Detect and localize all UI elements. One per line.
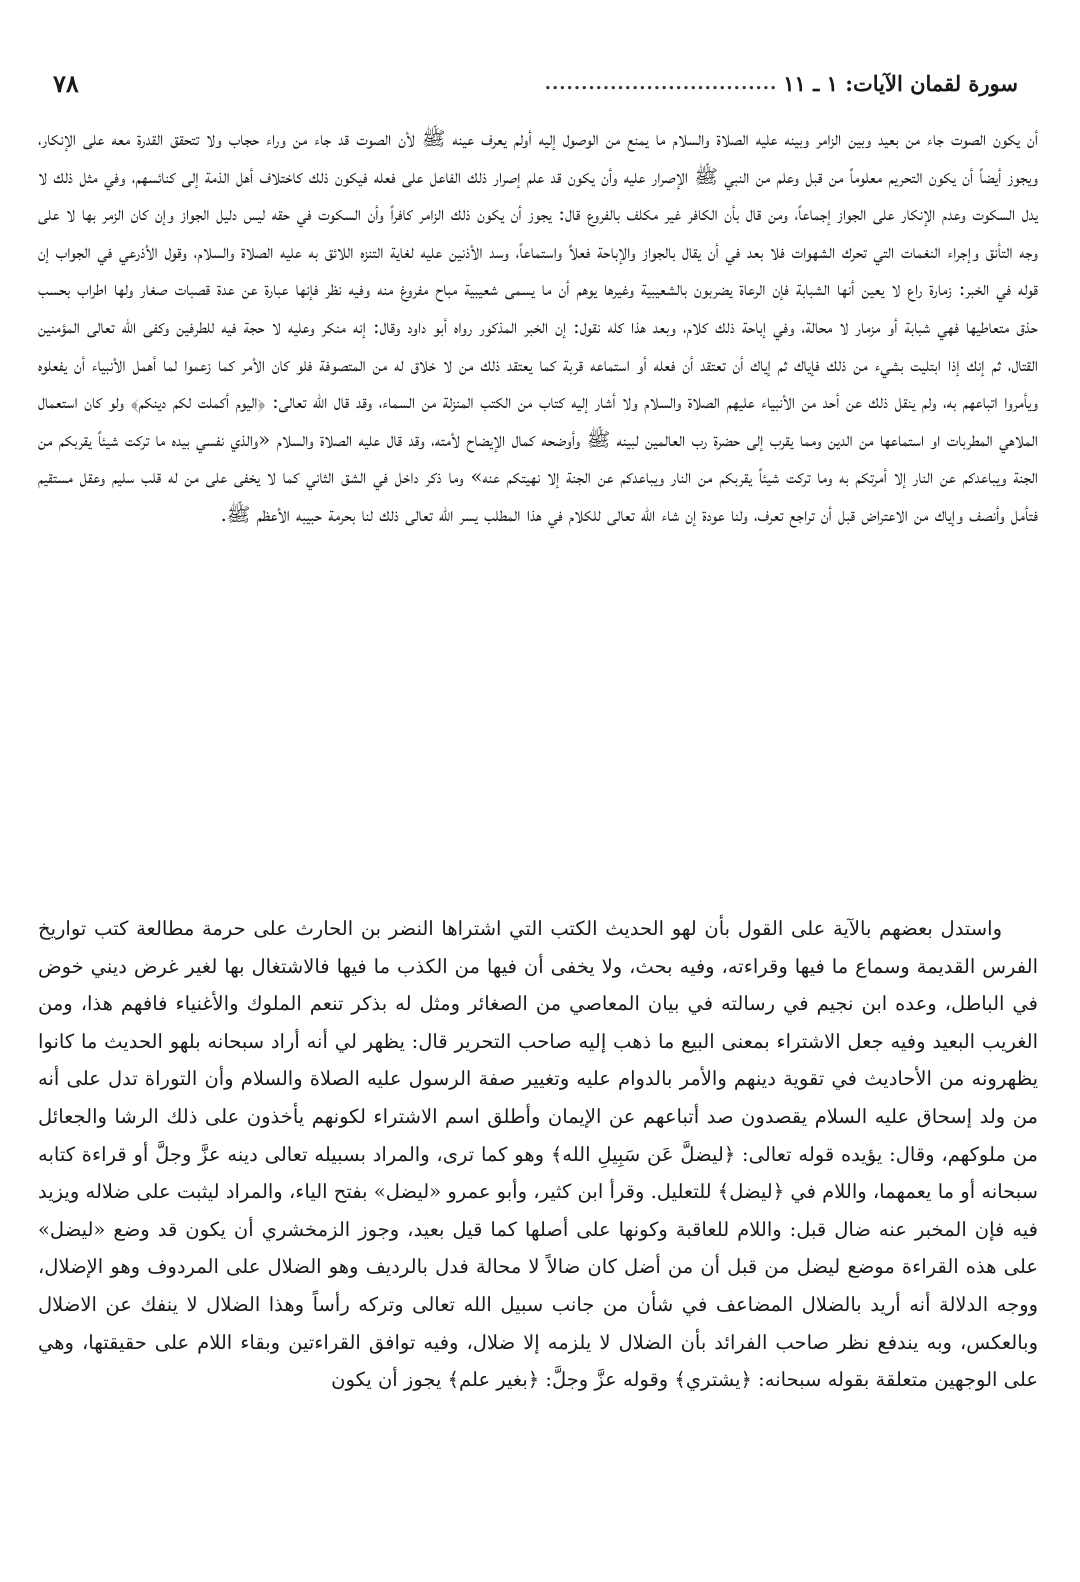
page-number: ٧٨	[53, 68, 79, 98]
running-title	[545, 71, 1018, 96]
paragraph-text: أن يكون الصوت جاء من بعيد وبين الزامر وبينه عليه الصلاة والسلام ما يمنع من الوصول إليه أولم يعرف عينه ﷺ لأن الصوت قد جاء من وراء حجاب ولا تتحقق القدرة معه على الإنكار، ويجوز أيضاً أن يكون التحريم معلوماً من قبل وعلم من النبي ﷺ الإصرار عليه وأن يكون قد علم إصرار ذلك الفاعل على فعله فيكون ذلك كاختلاف أهل الذمة إلى كنائسهم، وفي مثل ذلك لا يدل السكوت وعدم الإنكار على الجواز إجماعاً، ومن قال بأن الكافر غير مكلف بالفروع قال: يجوز أن يكون ذلك الزامر كافراً وأن السكوت في حقه ليس دليل الجواز وإن كان الزمر بها لا على وجه التأنق وإجراء النغمات التي تحرك الشهوات فلا بعد في أن يقال بالجواز والإباحة فعلاً واستماعاً، وسد الأذنين عليه لغاية التنزه اللائق به عليه الصلاة والسلام، وقول الأذرعي في الجواب إن قوله في الخبر: زمارة راع لا يعين أنها الشبابة فإن الرعاة يضربون بالشعيبية وغيرها يوهم أن ما يسمى شعيبية مباح مفروغ منه وفيه نظر فإنها عبارة عن عدة قصبات صغار ولها اطراب بحسب حذق متعاطيها فهي شبابة أو مزمار لا محالة، وفي إباحة ذلك كلام، وبعد هذا كله نقول: إن الخبر المذكور رواه أبو داود وقال: إنه منكر وعليه لا حجة فيه للطرفين وكفى الله تعالى المؤمنين القتال، ثم إنك إذا ابتليت بشيء من ذلك فإياك ثم إياك أن تعتقد أن فعله أو استماعه قربة كما يعتقد ذلك من لا خلاق له من المتصوفة فلو كان الأمر كما زعموا لما أهمل الأنبياء أن يفعلوه ويأمروا اتباعهم به، ولم ينقل ذلك عن أحد من الأنبياء عليهم الصلاة والسلام ولا أشار إليه كتاب من الكتب المنزلة من السماء، وقد قال الله تعالى: ﴿اليوم أكملت لكم دينكم﴾ ولو كان استعمال الملاهي المطربات او استماعها من الدين ومما يقرب إلى حضرة رب العالمين لبينه ﷺ وأوضحه كمال الإيضاح لأمته، وقد قال عليه الصلاة والسلام «والذي نفسي بيده ما تركت شيئاً يقربكم من الجنة ويباعدكم عن النار إلا أمرتكم به وما تركت شيئاً يقربكم من النار ويباعدكم عن الجنة إلا نهيتكم عنه» وما ذكر داخل في الشق الثاني كما لا يخفى على من له قلب سليم وعقل مستقيم فتأمل وأنصف وإياك من الاعتراض قبل أن تراجع تعرف، ولنا عودة إن شاء الله تعالى للكلام في هذا المطلب يسر الله تعالى ذلك لنا بحرمة حبيبه الأعظم ﷺ.	[38, 127, 1038, 526]
surah-title: سورة لقمان الآيات: ١ ـ ١١	[783, 70, 1018, 96]
page-header	[53, 62, 1018, 104]
paragraph-commentary-2	[38, 910, 1038, 1399]
paragraph-commentary-1	[38, 120, 1038, 534]
leader-dots: ................................	[544, 72, 778, 94]
paragraph-text: واستدل بعضهم بالآية على القول بأن لهو الحديث الكتب التي اشتراها النضر بن الحارث على حرمة مطالعة كتب تواريخ الفرس القديمة وسماع ما فيها وقراءته، وفيه بحث، ولا يخفى أن فيها من الكذب ما فيها فالاشتغال بها لغير غرض ديني خوض في الباطل، وعده ابن نجيم في رسالته في بيان المعاصي من الصغائر ومثل له بذكر تنعم الملوك والأغنياء فافهم هذا، ومن الغريب البعيد وفيه جعل الاشتراء بمعنى البيع ما ذهب إليه صاحب التحرير قال: يظهر لي أنه أراد سبحانه بلهو الحديث ما كانوا يظهرونه من الأحاديث في تقوية دينهم والأمر بالدوام عليه وتغيير صفة الرسول عليه الصلاة والسلام وأن التوراة تدل على أنه من ولد إسحاق عليه السلام يقصدون صد أتباعهم عن الإيمان وأطلق اسم الاشتراء لكونهم يأخذون على ذلك الرشا والجعائل من ملوكهم، وقال: يؤيده قوله تعالى: ﴿ليضلَّ عَن سَبِيلِ الله﴾ وهو كما ترى، والمراد بسبيله تعالى دينه عزَّ وجلَّ أو قراءة كتابه سبحانه أو ما يعمهما، واللام في ﴿ليضل﴾ للتعليل. وقرأ ابن كثير، وأبو عمرو «ليضل» بفتح الياء، والمراد ليثبت على ضلاله ويزيد فيه فإن المخبر عنه ضال قبل: واللام للعاقبة وكونها على أصلها كما قيل بعيد، وجوز الزمخشري أن يكون قد وضع «ليضل» على هذه القراءة موضع ليضل من قبل أن من أضل كان ضالاً لا محالة فدل بالرديف وهو الضلال على المردوف وهو الإضلال، ووجه الدلالة أنه أريد بالضلال المضاعف في شأن من جانب سبيل الله تعالى وتركه رأساً وهذا الضلال لا ينفك عن الاضلال وبالعكس، وبه يندفع نظر صاحب الفرائد بأن الضلال لا يلزمه إلا ضلال، وفيه توافق القراءتين وبقاء اللام على حقيقتها، وهي على الوجهين متعلقة بقوله سبحانه: ﴿يشتري﴾ وقوله عزَّ وجلَّ: ﴿بغير علم﴾ يجوز أن يكون	[38, 917, 1039, 1392]
